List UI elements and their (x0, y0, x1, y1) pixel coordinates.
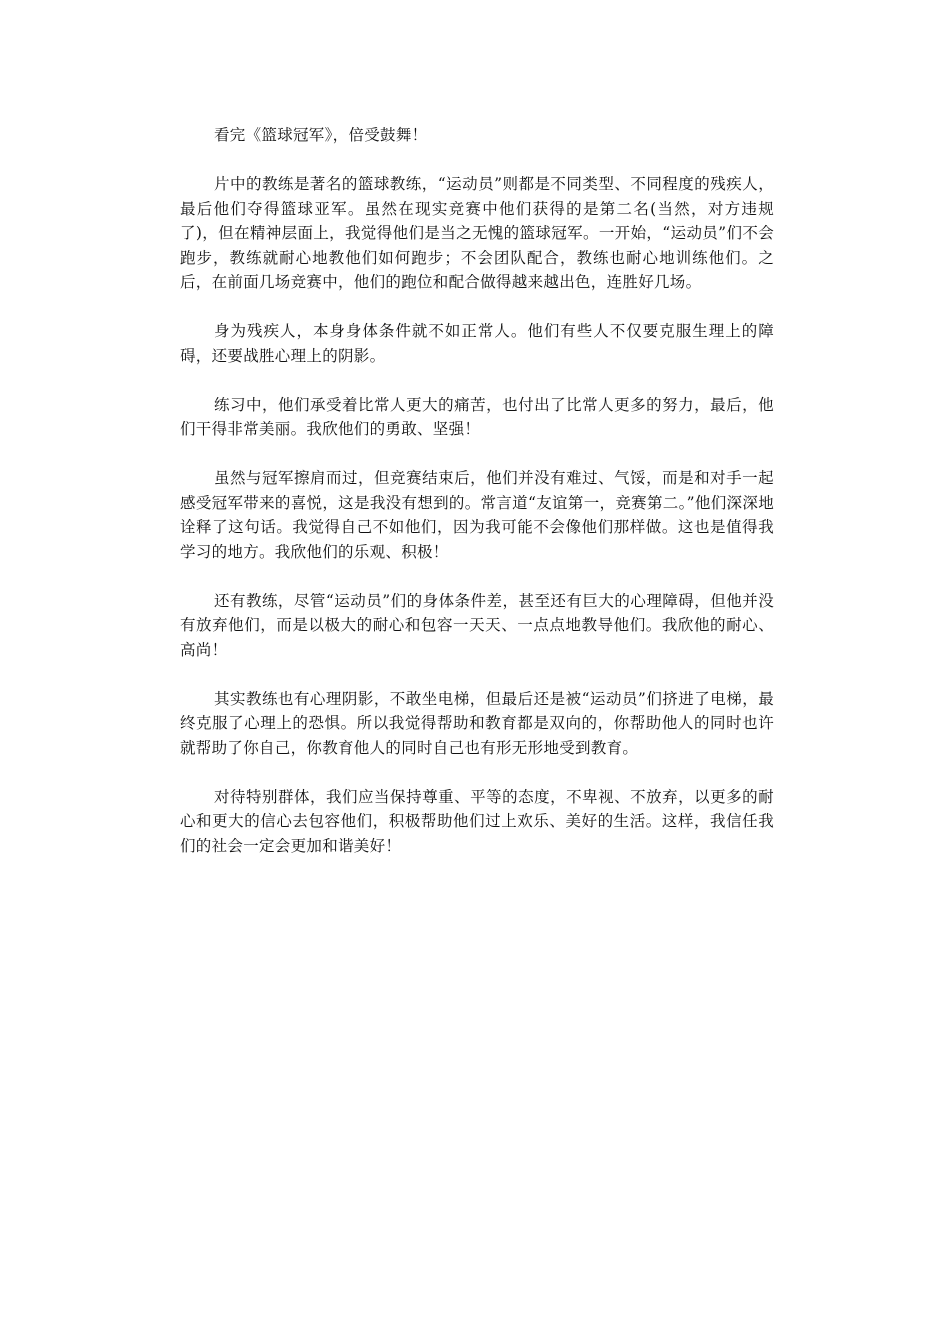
paragraph-title-line: 看完《篮球冠军》，倍受鼓舞！ (214, 126, 428, 144)
document-page (180, 123, 774, 883)
paragraph-practice-effort: 练习中，他们承受着比常人更大的痛苦，也付出了比常人更多的努力，最后，他们干得非常美丽。我欣他们的勇敢、坚强！ (180, 395, 774, 438)
paragraph-coach-fear: 其实教练也有心理阴影，不敢坐电梯，但最后还是被“运动员”们挤进了电梯，最终克服了心理上的恐惧。所以我觉得帮助和教育都是双向的，你帮助他人的同时也许就帮助了你自己，你教育他人的同时自己也有形无形地受到教育。 (180, 689, 774, 757)
paragraph-conclusion: 对待特别群体，我们应当保持尊重、平等的态度，不卑视、不放弃，以更多的耐心和更大的信心去包容他们，积极帮助他们过上欢乐、美好的生活。这样，我信任我们的社会一定会更加和谐美好！ (180, 787, 774, 855)
paragraph-after-competition: 虽然与冠军擦肩而过，但竞赛结束后，他们并没有难过、气馁，而是和对手一起感受冠军带来的喜悦，这是我没有想到的。常言道“友谊第一，竞赛第二。”他们深深地诠释了这句话。我觉得自己不如他们，因为我可能不会像他们那样做。这也是值得我学习的地方。我欣他们的乐观、积极！ (180, 469, 774, 561)
paragraph-coach-patience: 还有教练，尽管“运动员”们的身体条件差，甚至还有巨大的心理障碍，但他并没有放弃他们，而是以极大的耐心和包容一天天、一点点地教导他们。我欣他的耐心、高尚！ (180, 591, 774, 659)
paragraph-coach-and-players: 片中的教练是著名的篮球教练，“运动员”则都是不同类型、不同程度的残疾人，最后他们夺得篮球亚军。虽然在现实竞赛中他们获得的是第二名(当然，对方违规了)，但在精神层面上，我觉得他们是当之无愧的篮球冠军。一开始，“运动员”们不会跑步，教练就耐心地教他们如何跑步；不会团队配合，教练也耐心地训练他们。之后，在前面几场竞赛中，他们的跑位和配合做得越来越出色，连胜好几场。 (180, 175, 774, 291)
paragraph-disabled-conditions: 身为残疾人，本身身体条件就不如正常人。他们有些人不仅要克服生理上的障碍，还要战胜心理上的阴影。 (180, 322, 774, 365)
